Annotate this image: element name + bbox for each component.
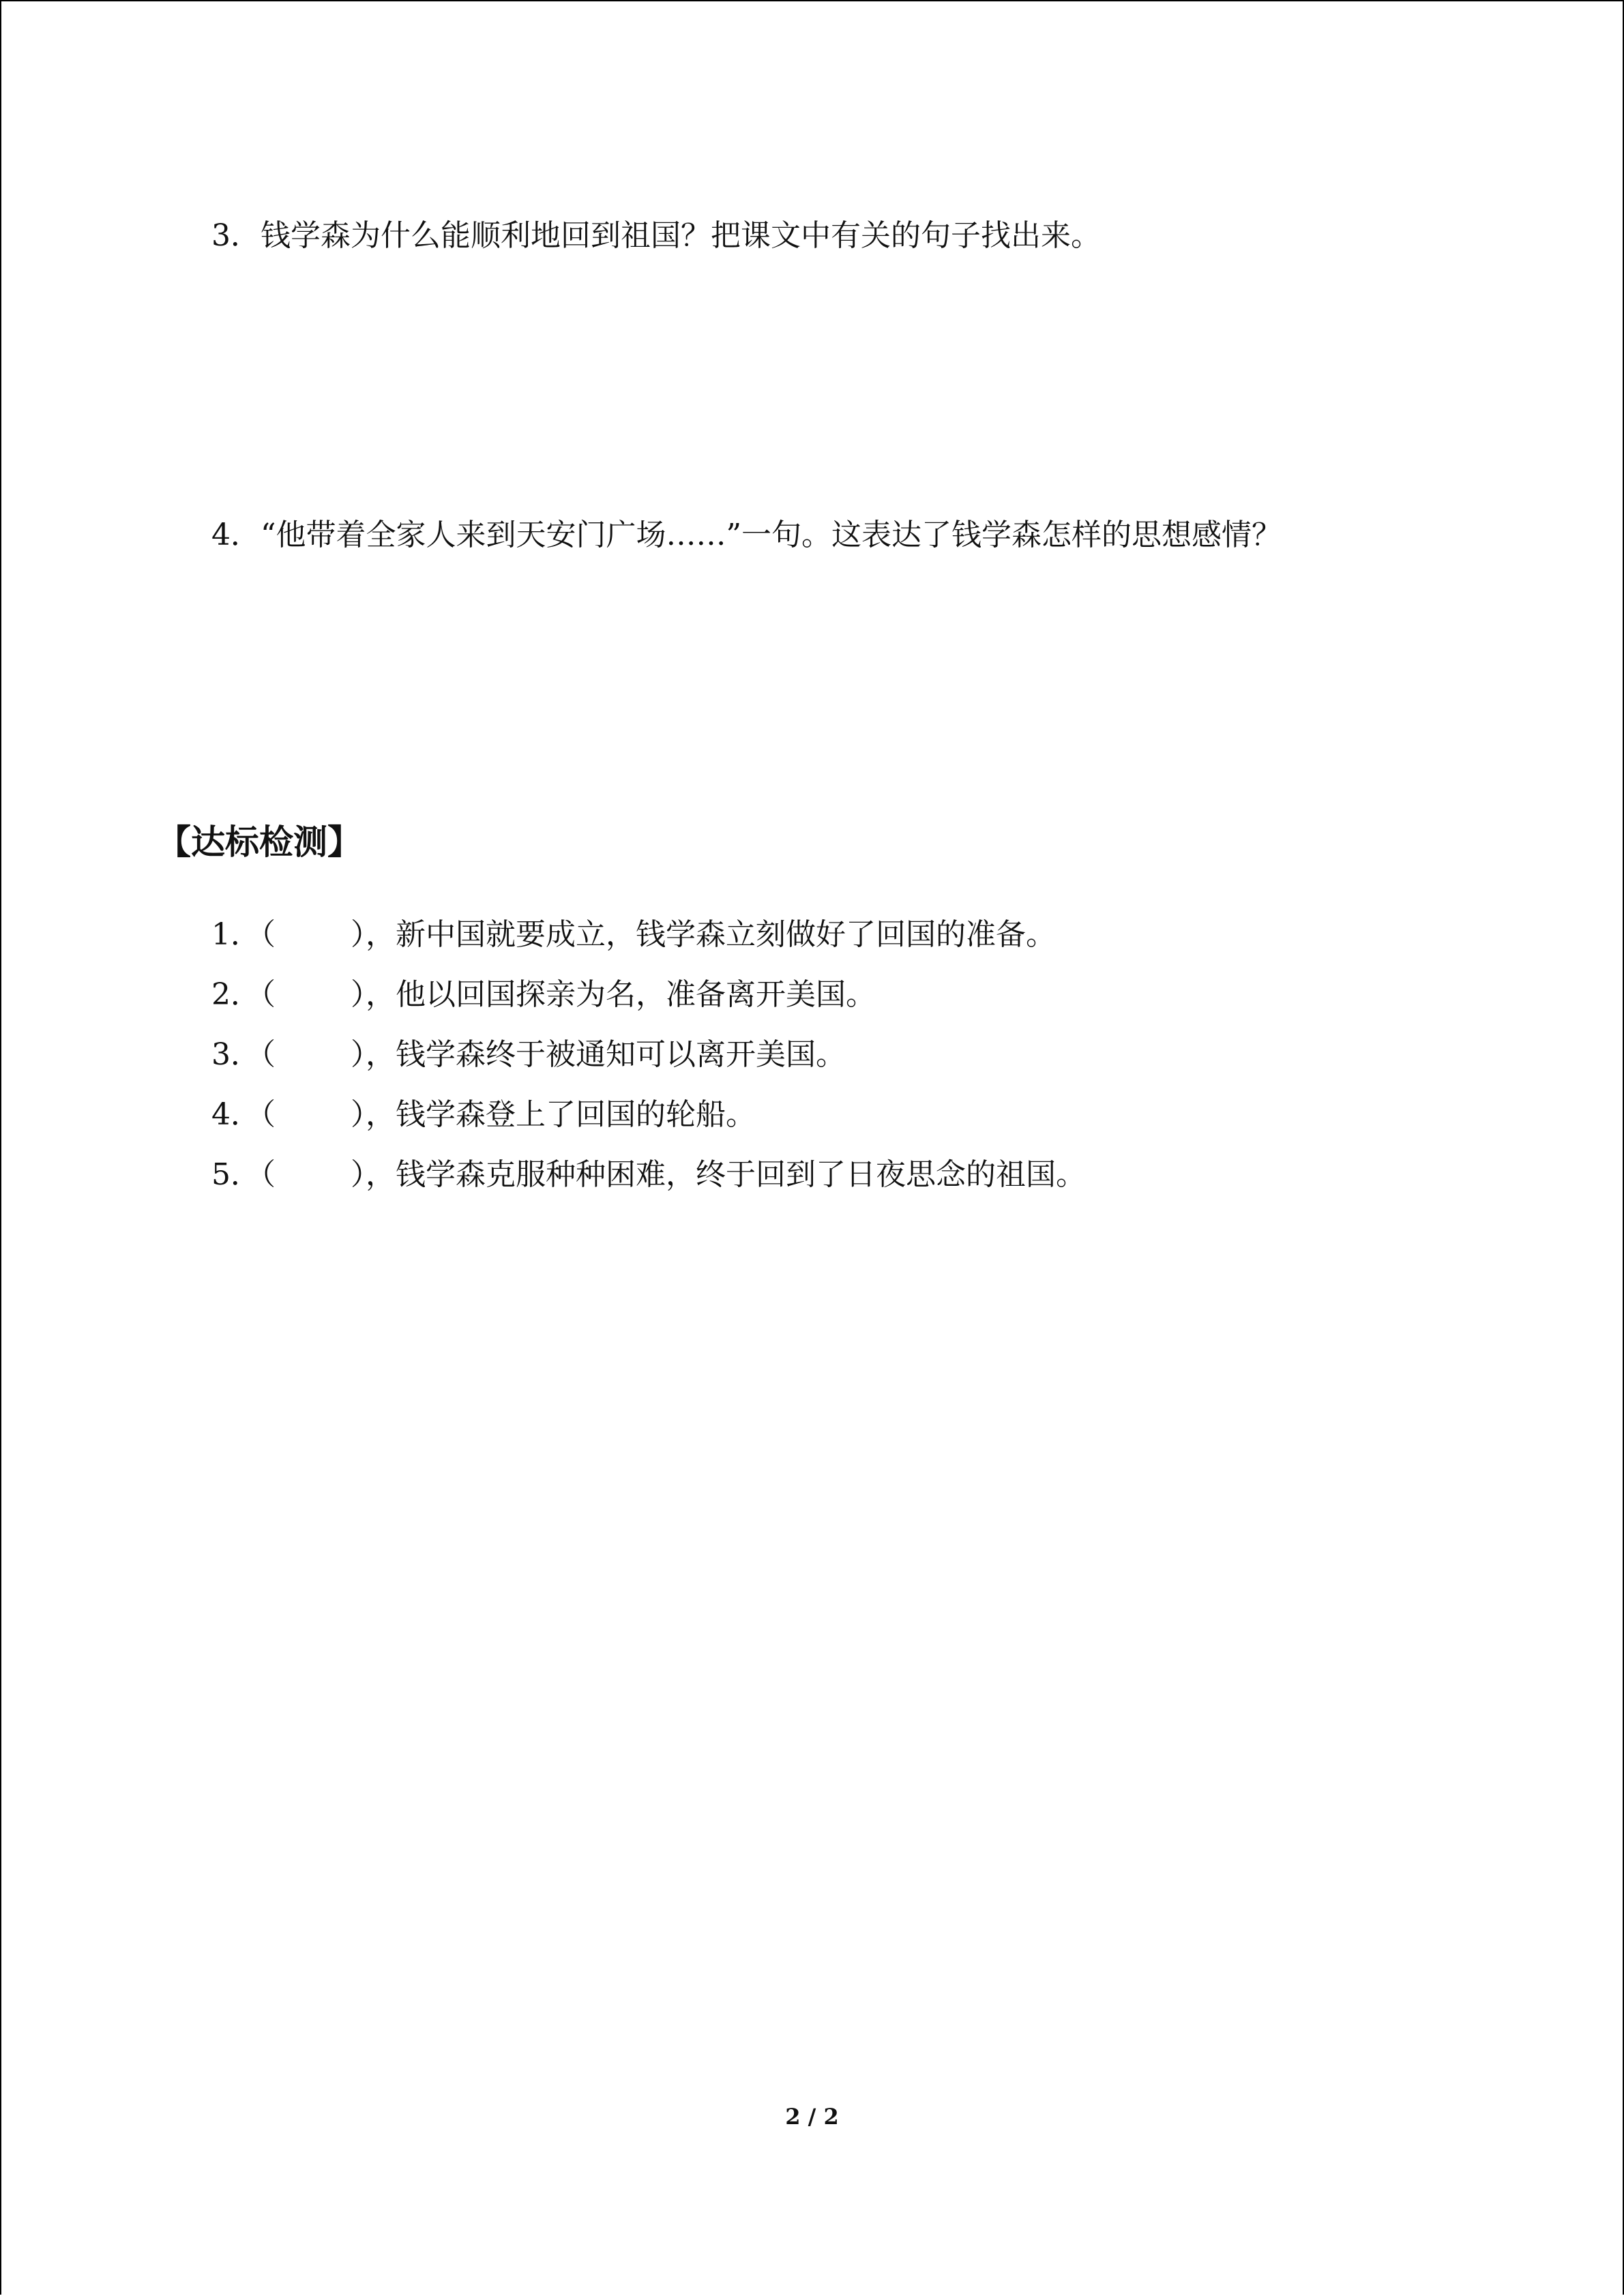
question-4: 4．“他带着全家人来到天安门广场……”一句。这表达了钱学森怎样的思想感情？ [211, 518, 1282, 552]
item-text: 他以回国探亲为名，准备离开美国。 [396, 977, 876, 1012]
test-list [211, 901, 1086, 1202]
list-item [211, 1022, 1086, 1082]
section-title: 【达标检测】 [157, 822, 361, 862]
list-item [211, 961, 1086, 1022]
item-text: 钱学森克服种种困难，终于回到了日夜思念的祖国。 [396, 1157, 1086, 1192]
item-number: 1．（ [211, 917, 276, 952]
item-close: ）， [351, 1097, 396, 1132]
page-number: 2 / 2 [785, 2104, 839, 2130]
item-close: ）， [351, 977, 396, 1012]
list-item [211, 901, 1086, 961]
item-text: 钱学森登上了回国的轮船。 [396, 1097, 756, 1132]
item-number: 3．（ [211, 1037, 276, 1072]
item-text: 钱学森终于被通知可以离开美国。 [396, 1037, 846, 1072]
item-text: 新中国就要成立，钱学森立刻做好了回国的准备。 [396, 917, 1056, 952]
item-number: 2．（ [211, 977, 276, 1012]
item-close: ）， [351, 1157, 396, 1192]
question-3: 3．钱学森为什么能顺利地回到祖国？把课文中有关的句子找出来。 [211, 218, 1101, 253]
item-close: ）， [351, 917, 396, 952]
item-close: ）， [351, 1037, 396, 1072]
item-number: 4．（ [211, 1097, 276, 1132]
list-item [211, 1142, 1086, 1202]
list-item [211, 1082, 1086, 1142]
item-number: 5．（ [211, 1157, 276, 1192]
